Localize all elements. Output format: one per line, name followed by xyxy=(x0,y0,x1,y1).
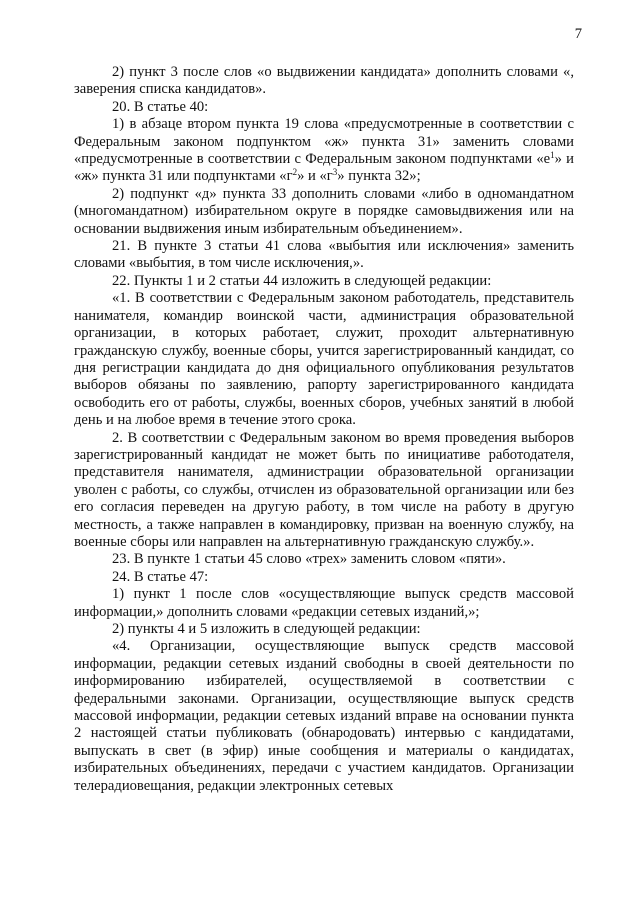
paragraph-article-47-heading: 24. В статье 47: xyxy=(112,568,209,585)
paragraph-article-45: 23. В пункте 1 статьи 45 слово «трех» заменить словом «пяти». xyxy=(112,551,506,568)
paragraph-article-40-item-2: 2) подпункт «д» пункта 33 дополнить словами «либо в одномандатном (многомандатном) избирательном округе в порядке самовыдвижения или на основании выдвижения иным избирательным объединением». xyxy=(74,185,574,237)
paragraph-article-40-heading: 20. В статье 40: xyxy=(112,98,209,115)
paragraph-article-44-point-2: 2. В соответствии с Федеральным законом во время проведения выборов зарегистрированный кандидат не может быть по инициативе работодателя, представителя нанимателя, администрации образовательной организации уволен с работы, со службы, отчислен из образовательной организации или без его согласия переведен на другую работу, в том числе на работу в другую местность, а также направлен в командировку, призван на военную службу, на военные сборы или направлен на альтернативную гражданскую службу.». xyxy=(74,429,574,550)
document-body xyxy=(74,64,574,795)
paragraph-article-47-point-4: «4. Организации, осуществляющие выпуск средств массовой информации, редакции сетевых изданий свободны в своей деятельности по информированию избирателей, осуществляемой в соответствии с федеральными законами. Организации, осуществляющие выпуск средств массовой информации, редакции сетевых изданий вправе на основании пункта 2 настоящей статьи публиковать (обнародовать) интервью с кандидатами, выпускать в свет (в эфир) иные сообщения и материалы о кандидатах, избирательных объединениях, передачи с участием кандидатов. Организации телерадиовещания, редакции электронных сетевых xyxy=(74,638,574,794)
paragraph-article-44-heading: 22. Пункты 1 и 2 статьи 44 изложить в следующей редакции: xyxy=(112,272,492,289)
paragraph-article-47-item-2: 2) пункты 4 и 5 изложить в следующей редакции: xyxy=(112,621,421,637)
paragraph-article-40-item-1: 1) в абзаце втором пункта 19 слова «предусмотренные в соответствии с Федеральным законом подпунктом «ж» пункта 31» заменить словами «предусмотренные в соответствии с Федеральным законом подпунктами «$е^1$» и «ж» пункта 31 или подпунктами «$г^2$» и «$г^3$» пункта 32»; xyxy=(74,116,574,185)
paragraph-article-41: 21. В пункте 3 статьи 41 слова «выбытия или исключения» заменить словами «выбытия, в том числе исключения,». xyxy=(74,238,574,272)
paragraph-item-2-point-3: 2) пункт 3 после слов «о выдвижении кандидата» дополнить словами «, заверения списка кандидатов». xyxy=(74,64,574,98)
paragraph-article-47-item-1: 1) пункт 1 после слов «осуществляющие выпуск средств массовой информации,» дополнить словами «редакции сетевых изданий,»; xyxy=(74,586,574,620)
paragraph-article-44-point-1: «1. В соответствии с Федеральным законом работодатель, представитель нанимателя, командир воинской части, администрация образовательной организации, в которых работает, служит, проходит альтернативную гражданскую службу, военные сборы, учится зарегистрированный кандидат, со дня регистрации кандидата до дня официального опубликования результатов выборов обязаны по заявлению, рапорту зарегистрированного кандидата освободить его от работы, службы, военных сборов, учебных занятий в любой день и на любое время в течение этого срока. xyxy=(74,290,574,429)
page-number: 7 xyxy=(574,26,582,42)
